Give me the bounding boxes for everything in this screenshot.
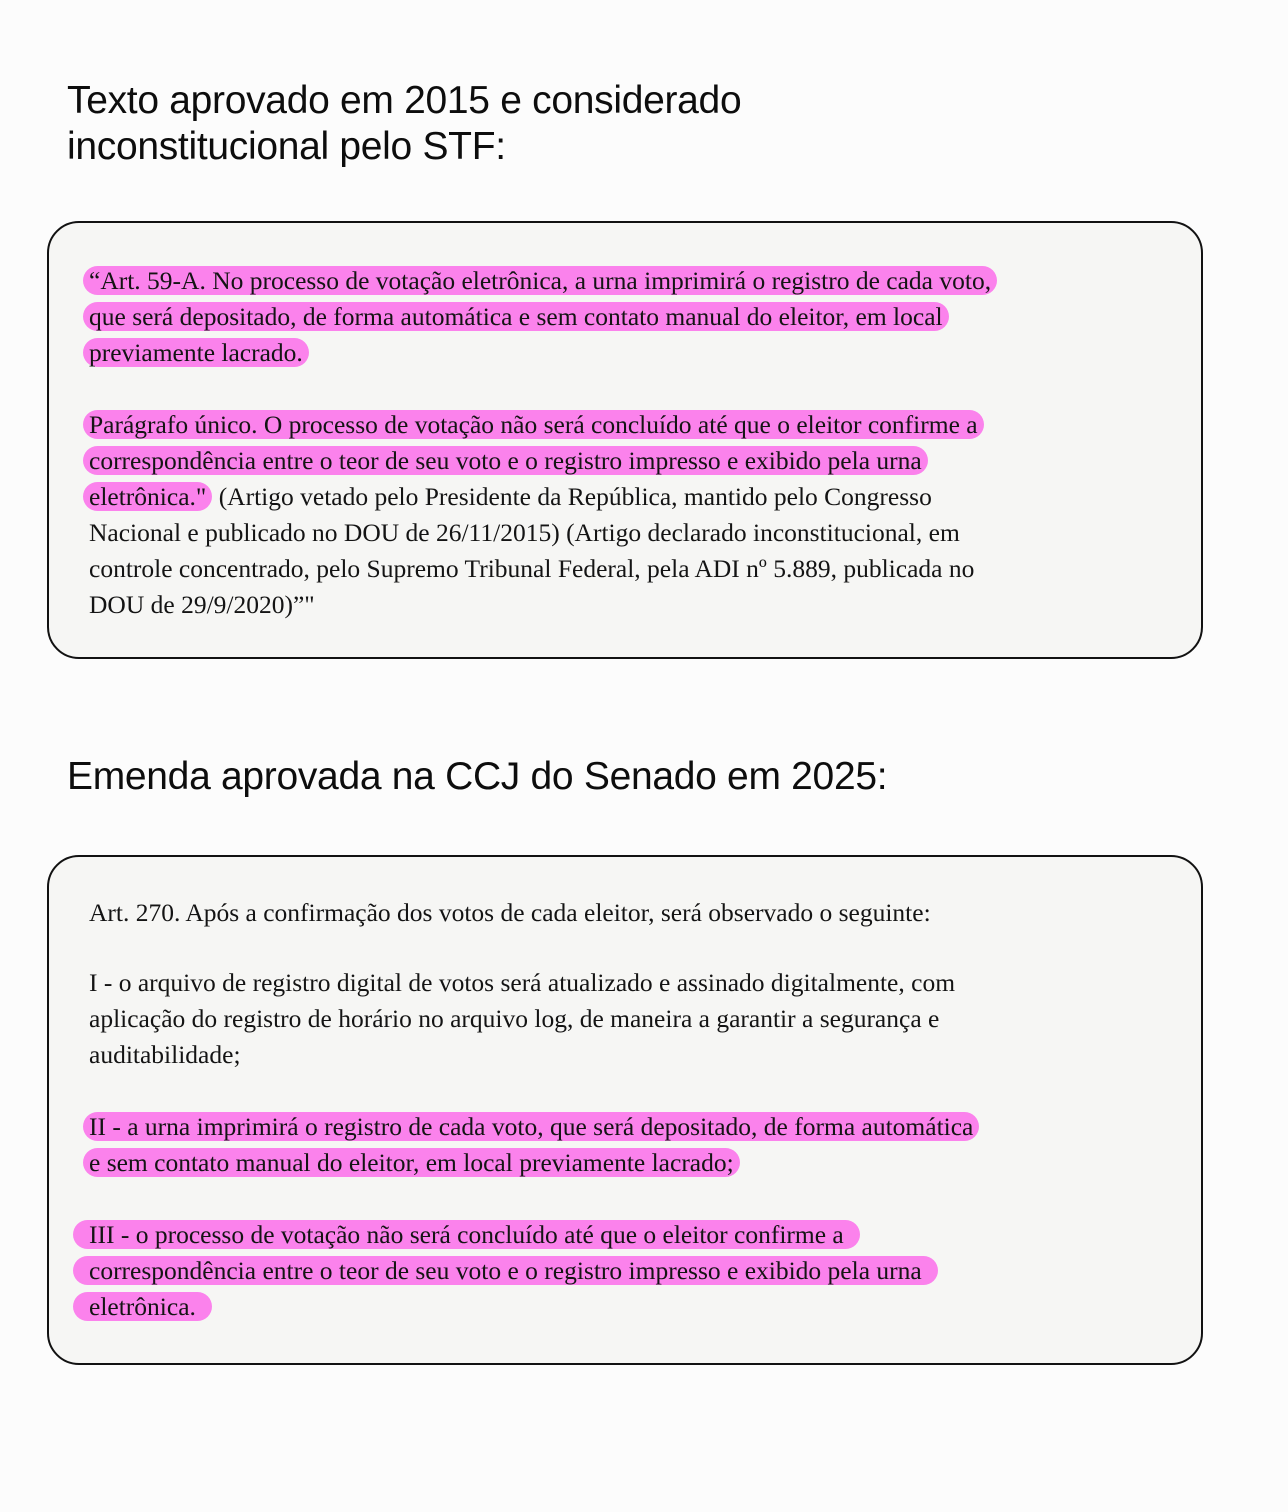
text-line: controle concentrado, pelo Supremo Tribunal Federal, pela ADI nº 5.889, publicada no	[89, 554, 975, 583]
text-line	[89, 1217, 860, 1253]
quote-box-2025-amendment	[47, 855, 1203, 1365]
highlighted-text: Parágrafo único. O processo de votação não será concluído até que o eleitor confirme a	[83, 410, 984, 439]
text-line	[89, 335, 309, 371]
text-line	[89, 263, 997, 299]
heading-line: Texto aprovado em 2015 e considerado	[67, 79, 742, 122]
text-line: Nacional e publicado no DOU de 26/11/2015) (Artigo declarado inconstitucional, em	[89, 518, 960, 547]
text-line: I - o arquivo de registro digital de votos será atualizado e assinado digitalmente, com	[89, 968, 956, 997]
highlighted-text: correspondência entre o teor de seu voto e o registro impresso e exibido pela urna	[73, 1256, 938, 1285]
text-line: Art. 270. Após a confirmação dos votos de cada eleitor, será observado o seguinte:	[89, 898, 931, 927]
text-line	[89, 1253, 938, 1289]
highlighted-text: II - a urna imprimirá o registro de cada voto, que será depositado, de forma automática	[83, 1112, 979, 1141]
highlighted-text: previamente lacrado.	[83, 338, 309, 367]
text-line	[89, 1109, 979, 1145]
quote-box-2015-text	[47, 221, 1203, 659]
text-line	[89, 407, 984, 443]
section-1-heading	[67, 78, 741, 170]
text-line	[89, 1145, 740, 1181]
text-line: auditabilidade;	[89, 1040, 241, 1069]
text-line	[89, 299, 949, 335]
plain-text: (Artigo vetado pelo Presidente da República, mantido pelo Congresso	[212, 482, 932, 511]
highlighted-text: III - o processo de votação não será concluído até que o eleitor confirme a	[73, 1220, 860, 1249]
text-line: aplicação do registro de horário no arquivo log, de maneira a garantir a segurança e	[89, 1004, 940, 1033]
heading-line: Emenda aprovada na CCJ do Senado em 2025:	[67, 755, 888, 798]
text-line	[89, 1289, 212, 1325]
highlighted-text: eletrônica.	[73, 1292, 212, 1321]
heading-line: inconstitucional pelo STF:	[67, 125, 506, 168]
highlighted-text: e sem contato manual do eleitor, em local previamente lacrado;	[83, 1148, 740, 1177]
highlighted-text: correspondência entre o teor de seu voto e o registro impresso e exibido pela urna	[83, 446, 928, 475]
section-2-heading	[67, 754, 887, 800]
highlighted-text: que será depositado, de forma automática e sem contato manual do eleitor, em local	[83, 302, 949, 331]
highlighted-text: eletrônica."	[83, 482, 212, 511]
text-line	[89, 479, 932, 515]
text-line: DOU de 29/9/2020)”"	[89, 590, 315, 619]
text-line	[89, 443, 928, 479]
highlighted-text: “Art. 59-A. No processo de votação eletrônica, a urna imprimirá o registro de cada voto,	[83, 266, 997, 295]
